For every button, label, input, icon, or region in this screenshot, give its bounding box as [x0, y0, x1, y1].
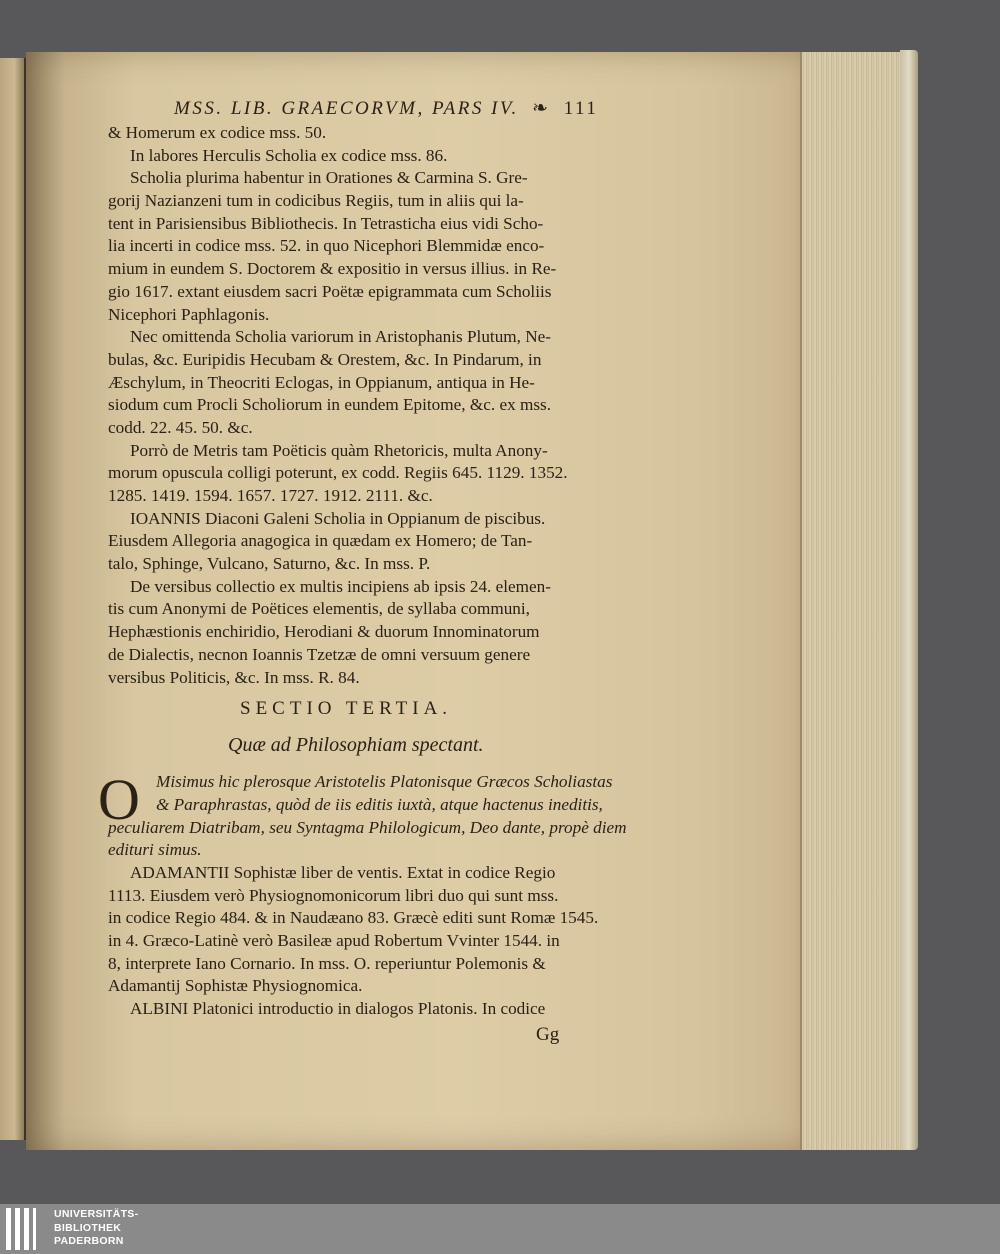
text-line: & Paraphrastas, quòd de iis editis iuxtà, atque hactenus ineditis,	[156, 794, 603, 814]
drop-cap: O	[98, 767, 140, 833]
text-line: Porrò de Metris tam Poëticis quàm Rhetoricis, multa Anony-	[130, 440, 548, 460]
text-line: 8, interprete Iano Cornario. In mss. O. reperiuntur Polemonis &	[108, 953, 546, 973]
text-line: ALBINI Platonici introductio in dialogos Platonis. In codice	[130, 999, 546, 1019]
text-line: IOANNIS Diaconi Galeni Scholia in Oppianum de piscibus.	[130, 508, 546, 528]
library-logo-icon	[6, 1208, 44, 1250]
text-line: morum opuscula colligi poterunt, ex codd. Regiis 645. 1129. 1352.	[108, 463, 568, 483]
text-line: bulas, &c. Euripidis Hecubam & Orestem, &c. In Pindarum, in	[108, 349, 542, 369]
text-line: gorij Nazianzeni tum in codicibus Regiis, tum in aliis qui la-	[108, 191, 524, 211]
text-line: 1113. Eiusdem verò Physiognomonicorum libri duo qui sunt mss.	[108, 885, 559, 905]
text-line: De versibus collectio ex multis incipiens ab ipsis 24. elemen-	[130, 576, 552, 596]
text-line: in codice Regio 484. & in Naudæano 83. Græcè editi sunt Romæ 1545.	[108, 908, 599, 928]
text-line: Eiusdem Allegoria anagogica in quædam ex Homero; de Tan-	[108, 531, 533, 551]
text-line: Hephæstionis enchiridio, Herodiani & duorum Innominatorum	[108, 622, 540, 642]
text-line: peculiarem Diatribam, seu Syntagma Philologicum, Deo dante, propè diem	[108, 817, 627, 837]
text-line: In labores Herculis Scholia ex codice mss. 86.	[130, 145, 448, 165]
left-page-edge	[0, 58, 26, 1140]
text-line: tis cum Anonymi de Poëtices elementis, de syllaba communi,	[108, 599, 530, 619]
text-line: tent in Parisiensibus Bibliothecis. In Tetrasticha eius vidi Scho-	[108, 213, 544, 233]
text-line: de Dialectis, necnon Ioannis Tzetzæ de omni versuum genere	[108, 644, 531, 664]
text-line: versibus Politicis, &c. In mss. R. 84.	[108, 667, 360, 687]
section-title: SECTIO TERTIA.	[240, 698, 453, 720]
text-line: Æschylum, in Theocriti Eclogas, in Oppianum, antiqua in He-	[108, 372, 535, 392]
text-line: Misimus hic plerosque Aristotelis Platonisque Græcos Scholiastas	[156, 772, 613, 792]
text-line: lia incerti in codice mss. 52. in quo Nicephori Blemmidæ enco-	[108, 236, 545, 256]
footer-bar	[0, 1204, 1000, 1254]
text-line: Nec omittenda Scholia variorum in Aristophanis Plutum, Ne-	[130, 327, 552, 347]
text-line: gio 1617. extant eiusdem sacri Poëtæ epigrammata cum Scholiis	[108, 281, 552, 301]
text-line: edituri simus.	[108, 840, 202, 860]
signature-mark: Gg	[536, 1023, 560, 1045]
page-number: 111	[563, 98, 599, 119]
intro-paragraph	[98, 767, 648, 862]
ornament-icon: ❧	[532, 98, 551, 119]
page-block-edges	[800, 52, 908, 1150]
text-line: Scholia plurima habentur in Orationes & Carmina S. Gre-	[130, 168, 528, 188]
text-line: talo, Sphinge, Vulcano, Saturno, &c. In mss. P.	[108, 554, 431, 574]
text-line: Nicephori Paphlagonis.	[108, 304, 270, 324]
library-name	[54, 1208, 138, 1249]
text-line: codd. 22. 45. 50. &c.	[108, 417, 253, 437]
text-block-authors	[108, 862, 648, 1021]
running-header	[108, 96, 648, 122]
text-line: & Homerum ex codice mss. 50.	[108, 123, 327, 142]
book-cover-edge	[900, 50, 918, 1150]
section-subtitle: Quæ ad Philosophiam spectant.	[228, 734, 484, 757]
library-name-line: BIBLIOTHEK	[54, 1221, 122, 1234]
text-line: Adamantij Sophistæ Physiognomica.	[108, 976, 363, 996]
running-header-title: MSS. LIB. GRAECORVM, PARS IV.	[174, 98, 519, 119]
text-line: ADAMANTII Sophistæ liber de ventis. Extat in codice Regio	[130, 862, 556, 882]
intro-lines	[108, 771, 648, 862]
text-line: siodum cum Procli Scholiorum in eundem Epitome, &c. ex mss.	[108, 395, 552, 415]
text-line: 1285. 1419. 1594. 1657. 1727. 1912. 2111. &c.	[108, 486, 433, 505]
text-line: mium in eundem S. Doctorem & expositio in versus illius. in Re-	[108, 259, 557, 279]
page-text	[98, 96, 648, 1049]
library-name-line: PADERBORN	[54, 1235, 124, 1247]
text-line: in 4. Græco-Latinè verò Basileæ apud Robertum Vvinter 1544. in	[108, 931, 560, 950]
library-name-line: UNIVERSITÄTS-	[54, 1208, 139, 1220]
text-block-scholia	[108, 122, 648, 689]
